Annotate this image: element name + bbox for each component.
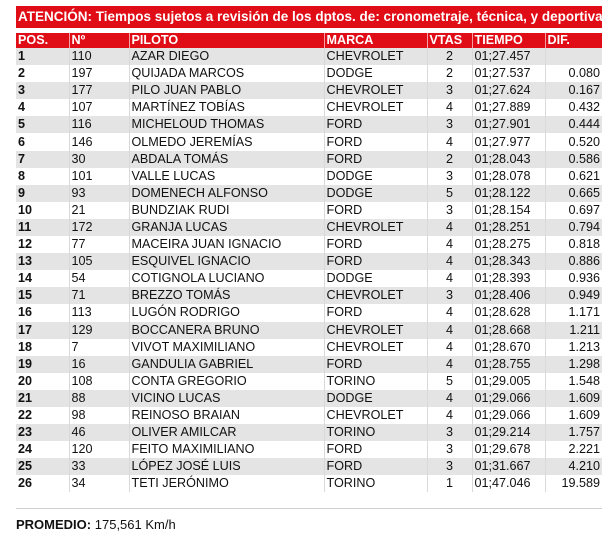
cell-marca: TORINO bbox=[324, 373, 427, 390]
cell-number: 120 bbox=[69, 441, 129, 458]
cell-pos: 14 bbox=[16, 270, 69, 287]
cell-piloto: BOCCANERA BRUNO bbox=[129, 322, 324, 339]
cell-pos: 26 bbox=[16, 475, 69, 492]
cell-marca: CHEVROLET bbox=[324, 322, 427, 339]
cell-dif bbox=[545, 48, 602, 65]
cell-pos: 4 bbox=[16, 99, 69, 116]
table-row bbox=[16, 322, 602, 339]
cell-number: 107 bbox=[69, 99, 129, 116]
cell-marca: CHEVROLET bbox=[324, 407, 427, 424]
cell-pos: 9 bbox=[16, 185, 69, 202]
table-row bbox=[16, 185, 602, 202]
cell-pos: 2 bbox=[16, 65, 69, 82]
cell-dif: 0.080 bbox=[545, 65, 602, 82]
table-row bbox=[16, 236, 602, 253]
cell-pos: 6 bbox=[16, 133, 69, 150]
cell-piloto: CONTA GREGORIO bbox=[129, 373, 324, 390]
cell-number: 108 bbox=[69, 373, 129, 390]
cell-vtas: 5 bbox=[427, 185, 472, 202]
cell-vtas: 5 bbox=[427, 373, 472, 390]
cell-vtas: 2 bbox=[427, 151, 472, 168]
cell-pos: 13 bbox=[16, 253, 69, 270]
cell-number: 30 bbox=[69, 151, 129, 168]
cell-marca: DODGE bbox=[324, 390, 427, 407]
cell-dif: 1.213 bbox=[545, 339, 602, 356]
cell-dif: 1.298 bbox=[545, 356, 602, 373]
cell-vtas: 4 bbox=[427, 339, 472, 356]
cell-pos: 7 bbox=[16, 151, 69, 168]
cell-vtas: 2 bbox=[427, 48, 472, 65]
cell-pos: 19 bbox=[16, 356, 69, 373]
cell-number: 16 bbox=[69, 356, 129, 373]
cell-marca: FORD bbox=[324, 236, 427, 253]
cell-number: 93 bbox=[69, 185, 129, 202]
col-header-marca: MARCA bbox=[324, 33, 427, 48]
cell-piloto: VICINO LUCAS bbox=[129, 390, 324, 407]
table-row bbox=[16, 253, 602, 270]
cell-vtas: 3 bbox=[427, 202, 472, 219]
cell-piloto: DOMENECH ALFONSO bbox=[129, 185, 324, 202]
table-row bbox=[16, 219, 602, 236]
cell-tiempo: 01;29.066 bbox=[472, 407, 545, 424]
table-row bbox=[16, 390, 602, 407]
cell-dif: 0.818 bbox=[545, 236, 602, 253]
cell-pos: 20 bbox=[16, 373, 69, 390]
cell-dif: 0.886 bbox=[545, 253, 602, 270]
cell-dif: 0.794 bbox=[545, 219, 602, 236]
cell-piloto: PILO JUAN PABLO bbox=[129, 82, 324, 99]
cell-pos: 5 bbox=[16, 116, 69, 133]
cell-vtas: 1 bbox=[427, 475, 472, 492]
cell-number: 116 bbox=[69, 116, 129, 133]
cell-vtas: 2 bbox=[427, 65, 472, 82]
cell-piloto: MACEIRA JUAN IGNACIO bbox=[129, 236, 324, 253]
cell-pos: 21 bbox=[16, 390, 69, 407]
table-row bbox=[16, 407, 602, 424]
cell-piloto: OLIVER AMILCAR bbox=[129, 424, 324, 441]
table-row bbox=[16, 116, 602, 133]
cell-number: 34 bbox=[69, 475, 129, 492]
table-row bbox=[16, 458, 602, 475]
footer-divider bbox=[16, 508, 602, 509]
cell-vtas: 3 bbox=[427, 287, 472, 304]
average-label: PROMEDIO: bbox=[16, 517, 92, 532]
cell-tiempo: 01;28.043 bbox=[472, 151, 545, 168]
cell-vtas: 3 bbox=[427, 168, 472, 185]
cell-dif: 0.936 bbox=[545, 270, 602, 287]
cell-number: 110 bbox=[69, 48, 129, 65]
cell-vtas: 4 bbox=[427, 356, 472, 373]
cell-pos: 17 bbox=[16, 322, 69, 339]
col-header-dif: DIF. bbox=[545, 33, 602, 48]
cell-marca: CHEVROLET bbox=[324, 99, 427, 116]
cell-pos: 25 bbox=[16, 458, 69, 475]
cell-number: 113 bbox=[69, 304, 129, 321]
cell-marca: FORD bbox=[324, 253, 427, 270]
cell-pos: 1 bbox=[16, 48, 69, 65]
cell-vtas: 3 bbox=[427, 441, 472, 458]
cell-vtas: 4 bbox=[427, 407, 472, 424]
cell-piloto: VALLE LUCAS bbox=[129, 168, 324, 185]
cell-vtas: 4 bbox=[427, 322, 472, 339]
table-row bbox=[16, 168, 602, 185]
table-row bbox=[16, 287, 602, 304]
cell-pos: 10 bbox=[16, 202, 69, 219]
cell-tiempo: 01;28.668 bbox=[472, 322, 545, 339]
cell-piloto: MARTÍNEZ TOBÍAS bbox=[129, 99, 324, 116]
cell-number: 71 bbox=[69, 287, 129, 304]
cell-marca: DODGE bbox=[324, 185, 427, 202]
cell-tiempo: 01;27.457 bbox=[472, 48, 545, 65]
cell-number: 129 bbox=[69, 322, 129, 339]
col-header-number: Nº bbox=[69, 33, 129, 48]
table-row bbox=[16, 475, 602, 492]
average-value: 175,561 Km/h bbox=[94, 517, 176, 532]
cell-tiempo: 01;28.251 bbox=[472, 219, 545, 236]
cell-marca: FORD bbox=[324, 202, 427, 219]
warning-banner: ATENCIÓN: Tiempos sujetos a revisión de los dptos. de: cronometraje, técnica, y deportiva bbox=[16, 6, 602, 28]
cell-tiempo: 01;28.406 bbox=[472, 287, 545, 304]
cell-dif: 19.589 bbox=[545, 475, 602, 492]
cell-piloto: REINOSO BRAIAN bbox=[129, 407, 324, 424]
cell-piloto: LUGÓN RODRIGO bbox=[129, 304, 324, 321]
cell-vtas: 3 bbox=[427, 458, 472, 475]
cell-piloto: FEITO MAXIMILIANO bbox=[129, 441, 324, 458]
cell-tiempo: 01;29.678 bbox=[472, 441, 545, 458]
cell-tiempo: 01;28.275 bbox=[472, 236, 545, 253]
header-row bbox=[16, 33, 602, 48]
cell-tiempo: 01;27.624 bbox=[472, 82, 545, 99]
cell-dif: 0.432 bbox=[545, 99, 602, 116]
cell-piloto: TETI JERÓNIMO bbox=[129, 475, 324, 492]
col-header-pos: POS. bbox=[16, 33, 69, 48]
cell-dif: 0.586 bbox=[545, 151, 602, 168]
table-row bbox=[16, 304, 602, 321]
cell-dif: 1.609 bbox=[545, 407, 602, 424]
cell-pos: 18 bbox=[16, 339, 69, 356]
cell-piloto: LÓPEZ JOSÉ LUIS bbox=[129, 458, 324, 475]
cell-pos: 24 bbox=[16, 441, 69, 458]
cell-vtas: 4 bbox=[427, 390, 472, 407]
cell-tiempo: 01;28.078 bbox=[472, 168, 545, 185]
cell-pos: 23 bbox=[16, 424, 69, 441]
cell-number: 77 bbox=[69, 236, 129, 253]
cell-number: 98 bbox=[69, 407, 129, 424]
cell-vtas: 4 bbox=[427, 219, 472, 236]
table-row bbox=[16, 270, 602, 287]
cell-tiempo: 01;29.066 bbox=[472, 390, 545, 407]
cell-number: 46 bbox=[69, 424, 129, 441]
cell-vtas: 4 bbox=[427, 99, 472, 116]
cell-dif: 2.221 bbox=[545, 441, 602, 458]
cell-vtas: 4 bbox=[427, 236, 472, 253]
cell-number: 146 bbox=[69, 133, 129, 150]
cell-number: 172 bbox=[69, 219, 129, 236]
cell-piloto: BREZZO TOMÁS bbox=[129, 287, 324, 304]
table-row bbox=[16, 424, 602, 441]
cell-number: 7 bbox=[69, 339, 129, 356]
cell-piloto: COTIGNOLA LUCIANO bbox=[129, 270, 324, 287]
table-row bbox=[16, 99, 602, 116]
cell-tiempo: 01;28.670 bbox=[472, 339, 545, 356]
cell-vtas: 4 bbox=[427, 253, 472, 270]
cell-piloto: BUNDZIAK RUDI bbox=[129, 202, 324, 219]
cell-number: 177 bbox=[69, 82, 129, 99]
cell-dif: 0.444 bbox=[545, 116, 602, 133]
cell-tiempo: 01;28.628 bbox=[472, 304, 545, 321]
cell-pos: 15 bbox=[16, 287, 69, 304]
cell-marca: FORD bbox=[324, 133, 427, 150]
cell-dif: 0.167 bbox=[545, 82, 602, 99]
cell-tiempo: 01;27.537 bbox=[472, 65, 545, 82]
cell-piloto: MICHELOUD THOMAS bbox=[129, 116, 324, 133]
cell-tiempo: 01;27.889 bbox=[472, 99, 545, 116]
cell-pos: 11 bbox=[16, 219, 69, 236]
cell-vtas: 3 bbox=[427, 424, 472, 441]
cell-piloto: VIVOT MAXIMILIANO bbox=[129, 339, 324, 356]
table-row bbox=[16, 133, 602, 150]
col-header-vtas: VTAS bbox=[427, 33, 472, 48]
cell-tiempo: 01;28.154 bbox=[472, 202, 545, 219]
cell-vtas: 4 bbox=[427, 304, 472, 321]
cell-dif: 0.697 bbox=[545, 202, 602, 219]
cell-piloto: QUIJADA MARCOS bbox=[129, 65, 324, 82]
cell-dif: 0.520 bbox=[545, 133, 602, 150]
cell-tiempo: 01;27.901 bbox=[472, 116, 545, 133]
cell-pos: 8 bbox=[16, 168, 69, 185]
table-row bbox=[16, 151, 602, 168]
cell-marca: FORD bbox=[324, 304, 427, 321]
table-row bbox=[16, 48, 602, 65]
cell-tiempo: 01;47.046 bbox=[472, 475, 545, 492]
table-row bbox=[16, 65, 602, 82]
cell-vtas: 3 bbox=[427, 82, 472, 99]
cell-tiempo: 01;31.667 bbox=[472, 458, 545, 475]
cell-marca: FORD bbox=[324, 151, 427, 168]
cell-marca: CHEVROLET bbox=[324, 82, 427, 99]
cell-pos: 16 bbox=[16, 304, 69, 321]
table-row bbox=[16, 202, 602, 219]
cell-tiempo: 01;27.977 bbox=[472, 133, 545, 150]
cell-number: 54 bbox=[69, 270, 129, 287]
cell-vtas: 4 bbox=[427, 270, 472, 287]
cell-pos: 12 bbox=[16, 236, 69, 253]
cell-dif: 0.621 bbox=[545, 168, 602, 185]
cell-dif: 1.609 bbox=[545, 390, 602, 407]
cell-vtas: 4 bbox=[427, 133, 472, 150]
cell-dif: 0.949 bbox=[545, 287, 602, 304]
cell-dif: 1.211 bbox=[545, 322, 602, 339]
cell-marca: FORD bbox=[324, 441, 427, 458]
cell-number: 88 bbox=[69, 390, 129, 407]
cell-number: 105 bbox=[69, 253, 129, 270]
cell-marca: CHEVROLET bbox=[324, 339, 427, 356]
table-row bbox=[16, 441, 602, 458]
col-header-piloto: PILOTO bbox=[129, 33, 324, 48]
results-table bbox=[16, 33, 602, 492]
cell-dif: 1.548 bbox=[545, 373, 602, 390]
cell-tiempo: 01;28.343 bbox=[472, 253, 545, 270]
cell-marca: FORD bbox=[324, 116, 427, 133]
cell-marca: DODGE bbox=[324, 168, 427, 185]
cell-pos: 3 bbox=[16, 82, 69, 99]
table-row bbox=[16, 82, 602, 99]
cell-marca: CHEVROLET bbox=[324, 48, 427, 65]
cell-tiempo: 01;28.755 bbox=[472, 356, 545, 373]
cell-number: 33 bbox=[69, 458, 129, 475]
cell-piloto: AZAR DIEGO bbox=[129, 48, 324, 65]
cell-dif: 0.665 bbox=[545, 185, 602, 202]
cell-tiempo: 01;29.005 bbox=[472, 373, 545, 390]
col-header-tiempo: TIEMPO bbox=[472, 33, 545, 48]
cell-piloto: ABDALA TOMÁS bbox=[129, 151, 324, 168]
cell-piloto: GRANJA LUCAS bbox=[129, 219, 324, 236]
cell-marca: CHEVROLET bbox=[324, 219, 427, 236]
cell-marca: TORINO bbox=[324, 424, 427, 441]
cell-dif: 4.210 bbox=[545, 458, 602, 475]
average-speed bbox=[16, 517, 176, 532]
cell-vtas: 3 bbox=[427, 116, 472, 133]
cell-piloto: ESQUIVEL IGNACIO bbox=[129, 253, 324, 270]
cell-tiempo: 01;29.214 bbox=[472, 424, 545, 441]
cell-marca: DODGE bbox=[324, 65, 427, 82]
cell-number: 197 bbox=[69, 65, 129, 82]
table-row bbox=[16, 373, 602, 390]
cell-number: 21 bbox=[69, 202, 129, 219]
cell-number: 101 bbox=[69, 168, 129, 185]
cell-piloto: GANDULIA GABRIEL bbox=[129, 356, 324, 373]
cell-marca: DODGE bbox=[324, 270, 427, 287]
table-row bbox=[16, 339, 602, 356]
cell-marca: FORD bbox=[324, 458, 427, 475]
cell-marca: FORD bbox=[324, 356, 427, 373]
table-row bbox=[16, 356, 602, 373]
cell-dif: 1.171 bbox=[545, 304, 602, 321]
cell-marca: TORINO bbox=[324, 475, 427, 492]
cell-dif: 1.757 bbox=[545, 424, 602, 441]
cell-tiempo: 01;28.393 bbox=[472, 270, 545, 287]
cell-piloto: OLMEDO JEREMÍAS bbox=[129, 133, 324, 150]
cell-tiempo: 01;28.122 bbox=[472, 185, 545, 202]
cell-marca: CHEVROLET bbox=[324, 287, 427, 304]
cell-pos: 22 bbox=[16, 407, 69, 424]
